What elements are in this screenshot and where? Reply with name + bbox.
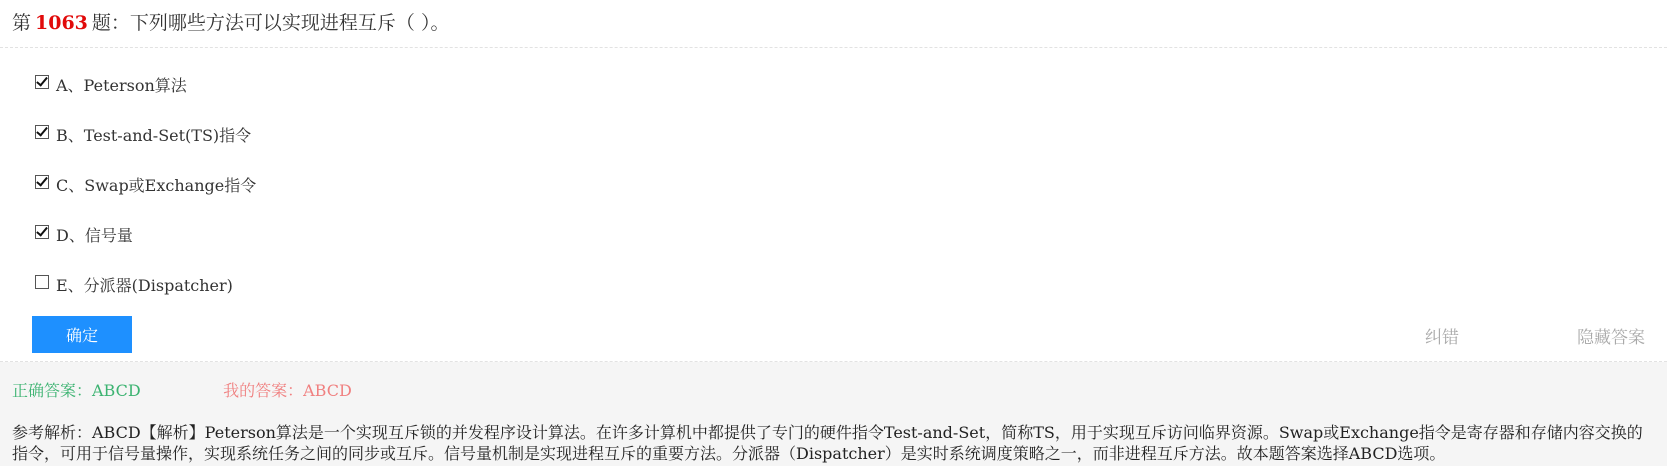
analysis-text: 参考解析：ABCD【解析】Peterson算法是一个实现互斥锁的并发程序设计算法。在许多计算机中都提供了专门的硬件指令Test-and-Set，简称TS，用于实现互斥访问临界资源。Swap或Exchange指令是寄存器和存储内容交换的指令，可用于信号量操作，实现系统任务之间的同步或互斥。信号量机制是实现进程互斥的重要方法。分派器（Dispatcher）是实时系统调度策略之一，而非进程互斥方法。故本题答案选择ABCD选项。 bbox=[12, 423, 1643, 463]
option-b-label: B、Test-and-Set(TS)指令 bbox=[56, 125, 252, 145]
option-c-label: C、Swap或Exchange指令 bbox=[56, 175, 257, 195]
hide-answer-link[interactable]: 隐藏答案 bbox=[1577, 328, 1645, 348]
option-b-checkbox[interactable] bbox=[35, 125, 49, 139]
option-d-checkbox[interactable] bbox=[35, 225, 49, 239]
option-c[interactable] bbox=[0, 159, 1667, 209]
answer-line bbox=[12, 362, 1655, 418]
option-c-checkbox[interactable] bbox=[35, 175, 49, 189]
my-answer: 我的答案：ABCD bbox=[223, 381, 352, 400]
option-a[interactable] bbox=[0, 59, 1667, 109]
option-e-label: E、分派器(Dispatcher) bbox=[56, 275, 233, 295]
options-list bbox=[0, 48, 1667, 309]
answer-panel bbox=[0, 362, 1667, 466]
option-e[interactable] bbox=[0, 259, 1667, 309]
option-d-label: D、信号量 bbox=[56, 225, 133, 245]
option-d[interactable] bbox=[0, 209, 1667, 259]
action-row bbox=[0, 309, 1667, 362]
option-b[interactable] bbox=[0, 109, 1667, 159]
correct-answer: 正确答案：ABCD bbox=[12, 381, 141, 400]
correction-link[interactable]: 纠错 bbox=[1425, 328, 1459, 348]
question-number: 1063 bbox=[35, 12, 88, 34]
question-prefix: 第 bbox=[12, 12, 32, 34]
confirm-button[interactable]: 确定 bbox=[32, 316, 132, 353]
option-a-label: A、Peterson算法 bbox=[56, 75, 187, 95]
option-a-checkbox[interactable] bbox=[35, 75, 49, 89]
question-text: 题：下列哪些方法可以实现进程互斥（ ）。 bbox=[91, 12, 450, 34]
question-title bbox=[0, 0, 1667, 48]
option-e-checkbox[interactable] bbox=[35, 275, 49, 289]
